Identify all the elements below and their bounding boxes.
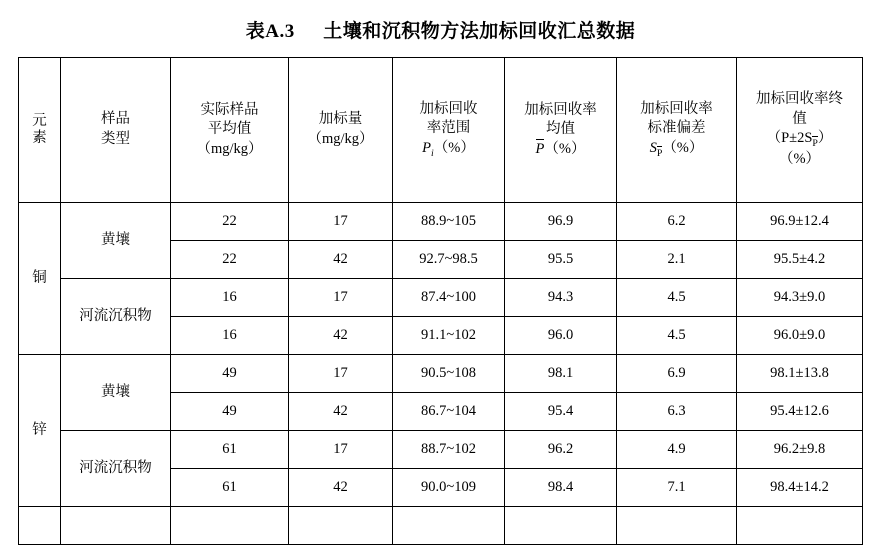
header-sample-type xyxy=(61,58,171,203)
header-recovery-avg xyxy=(505,58,617,203)
actual-mean-cell xyxy=(171,507,289,545)
recovery-sd-cell: 4.5 xyxy=(617,317,737,355)
page-title xyxy=(0,0,881,57)
header-recovery-avg-line1: 加标回收率 xyxy=(524,101,597,118)
recovery-final-cell: 98.4±14.2 xyxy=(737,469,863,507)
header-recovery-final-line2: 值 xyxy=(792,110,807,127)
actual-mean-cell: 22 xyxy=(171,241,289,279)
spike-amount-cell: 42 xyxy=(289,241,393,279)
actual-mean-cell: 16 xyxy=(171,317,289,355)
header-recovery-sd-line2: 标准偏差 xyxy=(647,120,706,137)
sample-type-cell: 黄壤 xyxy=(61,203,171,279)
header-recovery-final-line4: （%） xyxy=(778,151,821,168)
table-header-row xyxy=(19,58,863,203)
header-recovery-range-line2: 率范围 xyxy=(426,120,471,137)
header-element xyxy=(19,58,61,203)
recovery-sd-cell: 6.9 xyxy=(617,355,737,393)
recovery-sd-cell: 4.5 xyxy=(617,279,737,317)
spike-amount-cell: 42 xyxy=(289,317,393,355)
header-actual-mean-line2: 平均值 xyxy=(207,121,252,138)
recovery-final-cell: 96.0±9.0 xyxy=(737,317,863,355)
recovery-final-cell: 95.4±12.6 xyxy=(737,393,863,431)
header-sample-type-label: 样品 类型 xyxy=(101,111,130,147)
sample-type-cell: 黄壤 xyxy=(61,355,171,431)
sample-type-cell: 河流沉积物 xyxy=(61,431,171,507)
spike-amount-cell: 17 xyxy=(289,431,393,469)
actual-mean-cell: 16 xyxy=(171,279,289,317)
recovery-final-cell: 96.2±9.8 xyxy=(737,431,863,469)
recovery-final-cell: 95.5±4.2 xyxy=(737,241,863,279)
recovery-range-cell: 88.9~105 xyxy=(393,203,505,241)
table-title-text: 土壤和沉积物方法加标回收汇总数据 xyxy=(323,21,636,42)
header-element-label: 元 素 xyxy=(32,113,47,146)
header-recovery-final xyxy=(737,58,863,203)
recovery-sd-cell: 4.9 xyxy=(617,431,737,469)
recovery-summary-table xyxy=(18,57,863,545)
spike-amount-cell: 17 xyxy=(289,355,393,393)
recovery-sd-cell: 7.1 xyxy=(617,469,737,507)
sample-type-cell xyxy=(61,507,171,545)
recovery-range-cell: 88.7~102 xyxy=(393,431,505,469)
recovery-range-cell: 86.7~104 xyxy=(393,393,505,431)
header-recovery-avg-symbol: P（%） xyxy=(508,140,613,160)
recovery-avg-cell xyxy=(505,507,617,545)
recovery-avg-cell: 94.3 xyxy=(505,279,617,317)
table-row xyxy=(19,279,863,317)
header-spike-amount xyxy=(289,58,393,203)
header-recovery-range-symbol: $P_i(\%)$ xyxy=(422,139,475,159)
spike-amount-cell: 42 xyxy=(289,469,393,507)
recovery-range-cell: 92.7~98.5 xyxy=(393,241,505,279)
header-actual-mean-line3: （mg/kg） xyxy=(196,140,263,157)
recovery-avg-cell: 96.0 xyxy=(505,317,617,355)
recovery-range-cell: 90.5~108 xyxy=(393,355,505,393)
header-recovery-range-line1: 加标回收 xyxy=(419,100,478,117)
recovery-avg-cell: 96.2 xyxy=(505,431,617,469)
header-recovery-sd-symbol: $S_P(\%)$ xyxy=(649,139,704,159)
recovery-sd-cell xyxy=(617,507,737,545)
recovery-avg-cell: 95.4 xyxy=(505,393,617,431)
recovery-avg-cell: 95.5 xyxy=(505,241,617,279)
recovery-final-cell xyxy=(737,507,863,545)
header-recovery-avg-line2: 均值 xyxy=(546,121,575,138)
sample-type-cell: 河流沉积物 xyxy=(61,279,171,355)
header-recovery-final-formula: $(P\pm 2S_P)$ xyxy=(766,130,833,150)
actual-mean-cell: 49 xyxy=(171,393,289,431)
recovery-range-cell: 87.4~100 xyxy=(393,279,505,317)
recovery-range-cell xyxy=(393,507,505,545)
actual-mean-cell: 49 xyxy=(171,355,289,393)
header-spike-amount-line2: （mg/kg） xyxy=(307,131,374,147)
recovery-range-cell: 91.1~102 xyxy=(393,317,505,355)
actual-mean-cell: 22 xyxy=(171,203,289,241)
table-row xyxy=(19,431,863,469)
spike-amount-cell: 42 xyxy=(289,393,393,431)
recovery-range-cell: 90.0~109 xyxy=(393,469,505,507)
table-number: 表A.3 xyxy=(245,21,295,42)
table-row xyxy=(19,355,863,393)
header-actual-mean xyxy=(171,58,289,203)
element-cell: 铜 xyxy=(19,203,61,355)
recovery-final-cell: 98.1±13.8 xyxy=(737,355,863,393)
actual-mean-cell: 61 xyxy=(171,431,289,469)
header-spike-amount-line1: 加标量 xyxy=(318,111,363,128)
recovery-avg-cell: 96.9 xyxy=(505,203,617,241)
element-cell xyxy=(19,507,61,545)
header-recovery-sd xyxy=(617,58,737,203)
spike-amount-cell xyxy=(289,507,393,545)
spike-amount-cell: 17 xyxy=(289,279,393,317)
table-row xyxy=(19,203,863,241)
recovery-avg-cell: 98.1 xyxy=(505,355,617,393)
header-recovery-range xyxy=(393,58,505,203)
recovery-final-cell: 96.9±12.4 xyxy=(737,203,863,241)
spike-amount-cell: 17 xyxy=(289,203,393,241)
recovery-final-cell: 94.3±9.0 xyxy=(737,279,863,317)
table-row xyxy=(19,507,863,545)
actual-mean-cell: 61 xyxy=(171,469,289,507)
header-recovery-sd-line1: 加标回收率 xyxy=(640,100,713,117)
recovery-sd-cell: 6.2 xyxy=(617,203,737,241)
recovery-avg-cell: 98.4 xyxy=(505,469,617,507)
element-cell: 锌 xyxy=(19,355,61,507)
recovery-sd-cell: 6.3 xyxy=(617,393,737,431)
header-recovery-final-line1: 加标回收率终 xyxy=(756,91,843,108)
recovery-sd-cell: 2.1 xyxy=(617,241,737,279)
header-actual-mean-line1: 实际样品 xyxy=(200,101,259,118)
